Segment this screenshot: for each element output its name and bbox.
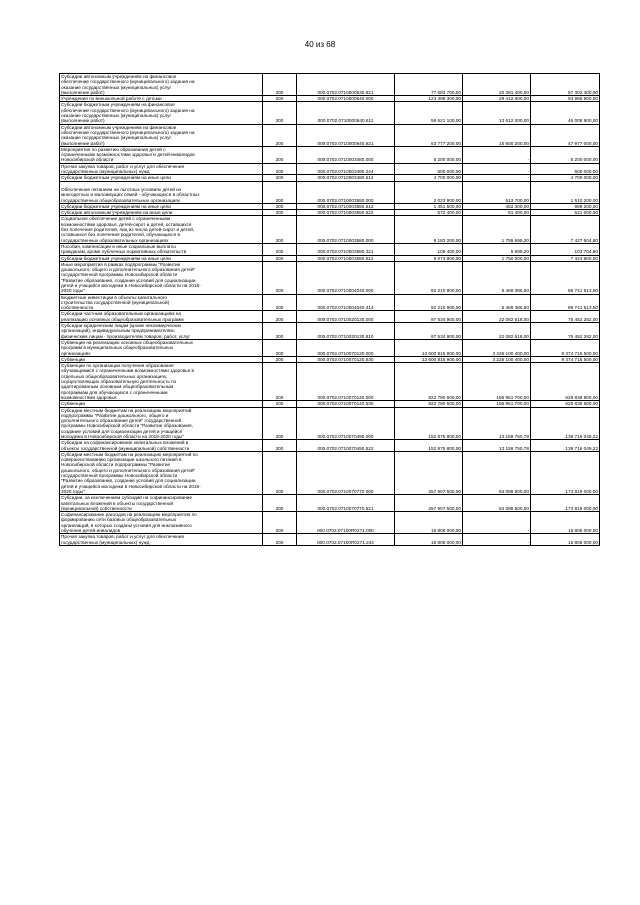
row-name-cell: Субсидии юридическим лицам (кроме некоммерческих организаций), индивидуальным предпринимателям, физическим лицам - производителям товаров, работ, услуг: [60, 323, 263, 340]
row-remaining-cell: 1 510 200,00: [531, 181, 600, 203]
row-code-cell: 200: [263, 181, 297, 203]
row-classification-cell: 000.0702.0710004040.000: [297, 261, 395, 294]
table-row: [60, 261, 600, 294]
row-classification-cell: 000.0702.0710003580.612: [297, 255, 395, 261]
row-code-cell: 200: [263, 255, 297, 261]
row-approved-cell: 5 200 000,00: [395, 146, 463, 163]
table-row: [60, 102, 600, 124]
row-code-cell: 200: [263, 203, 297, 209]
row-executed-cell: 3 226 100 400,00: [463, 339, 531, 356]
row-name-cell: Субсидии автономным учреждениям на иные цели: [60, 210, 263, 216]
row-code-cell: 200: [263, 74, 297, 96]
row-code-cell: 200: [263, 440, 297, 452]
row-approved-cell: 16 806 000,00: [395, 534, 463, 546]
row-executed-cell: 13 159 750,78: [463, 440, 531, 452]
row-approved-cell: 59 621 100,00: [395, 102, 463, 124]
row-approved-cell: 12 600 815 900,00: [395, 339, 463, 356]
row-name-cell: Социальное обеспечение детей с ограниченными возможностями здоровья, детей-сирот и детей, оставшихся без попечения родителей, лиц из числа детей-сирот и детей, оставшихся без попечения родителей, обучающихся в государственных образовательных организациях: [60, 216, 263, 243]
row-executed-cell: 5 469 386,50: [463, 294, 531, 311]
table-row: [60, 294, 600, 311]
row-approved-cell: 77 683 700,00: [395, 74, 463, 96]
row-classification-cell: 000.0702.0710070120.000: [297, 339, 395, 356]
row-code-cell: 200: [263, 243, 297, 255]
row-approved-cell: 257 907 500,00: [395, 451, 463, 494]
row-approved-cell: 123 398 300,00: [395, 96, 463, 102]
row-executed-cell: -: [463, 534, 531, 546]
table-row: [60, 495, 600, 512]
row-name-cell: Субсидии бюджетным учреждениям на иные цели: [60, 203, 263, 209]
row-name-cell: Субсидии на софинансирование капитальных вложений в объекты государственной (муниципальной) собственности: [60, 440, 263, 452]
table-row: [60, 163, 600, 175]
row-name-cell: Обеспечение питанием на льготных условиях детей из многодетных и малоимущих семей - обучающихся в областных государственных общеобразовательных организациях: [60, 181, 263, 203]
row-remaining-cell: 103 704,80: [531, 243, 600, 255]
row-approved-cell: 152 875 800,00: [395, 407, 463, 440]
row-code-cell: 200: [263, 323, 297, 340]
row-remaining-cell: 86 741 513,50: [531, 294, 600, 311]
budget-table: [59, 73, 600, 546]
row-remaining-cell: 86 741 513,50: [531, 261, 600, 294]
row-executed-cell: 513 700,00: [463, 181, 531, 203]
row-remaining-cell: 75 452 282,00: [531, 311, 600, 323]
row-name-cell: Субвенции на реализацию основных общеобразовательных программ в муниципальных общеобразовательных организациях: [60, 339, 263, 356]
row-remaining-cell: 46 008 900,00: [531, 102, 600, 124]
row-remaining-cell: 75 452 282,00: [531, 323, 600, 340]
row-classification-cell: 000.0702.0710070140.000: [297, 363, 395, 401]
row-remaining-cell: 500 000,00: [531, 163, 600, 175]
row-executed-cell: 51 400,00: [463, 210, 531, 216]
row-remaining-cell: 4 700 000,00: [531, 175, 600, 181]
row-code-cell: 200: [263, 534, 297, 546]
row-remaining-cell: 521 000,00: [531, 210, 600, 216]
row-code-cell: 200: [263, 512, 297, 534]
row-remaining-cell: 139 716 049,22: [531, 407, 600, 440]
row-name-cell: Субсидии автономным учреждениям на финансовое обеспечение государственного (муниципального) задания на оказание государственных (муниципальных) услуг (выполнение работ): [60, 74, 263, 96]
row-code-cell: 200: [263, 401, 297, 407]
row-name-cell: Субсидии местным бюджетам на реализацию мероприятий подпрограммы "Развитие дошкольного, общего и дополнительного образования детей" государственной программы Новосибирской области "Развитие образования, создание условий для социализации детей и учащейся молодежи в Новосибирской области на 2015-2020 годы": [60, 407, 263, 440]
table-row: [60, 210, 600, 216]
row-remaining-cell: 7 427 504,80: [531, 216, 600, 243]
row-name-cell: Субвенции по организации получения образования обучающимися с ограниченными возможностями здоровья в отдельных общеобразовательных организациях, осуществляющих образовательную деятельность по адаптированным основным общеобразовательным программам для обучающихся с ограниченными возможностями здоровья: [60, 363, 263, 401]
row-name-cell: Субсидии автономным учреждениям на финансовое обеспечение государственного (муниципального) задания на оказание государственных (муниципальных) услуг (выполнение работ): [60, 124, 263, 146]
table-row: [60, 255, 600, 261]
row-code-cell: 200: [263, 163, 297, 175]
table-row: [60, 181, 600, 203]
row-approved-cell: 63 777 200,00: [395, 124, 463, 146]
row-classification-cell: 000.0702.0710004040.414: [297, 294, 395, 311]
row-approved-cell: 97 534 900,00: [395, 311, 463, 323]
table-row: [60, 203, 600, 209]
row-name-cell: Бюджетные инвестиции в объекты капитального строительства государственной (муниципальной) собственности: [60, 294, 263, 311]
row-approved-cell: 9 073 800,00: [395, 255, 463, 261]
row-executed-cell: 462 300,00: [463, 203, 531, 209]
row-remaining-cell: 173 819 000,00: [531, 451, 600, 494]
table-row: [60, 534, 600, 546]
row-remaining-cell: 57 302 300,00: [531, 74, 600, 96]
table-row: [60, 96, 600, 102]
row-name-cell: Иные мероприятия в рамках подпрограммы "Развитие дошкольного, общего и дополнительного образования детей" государственной программы Новосибирской области "Развитие образования, создание условий для социализации детей и учащейся молодежи в Новосибирской области на 2015- 2020 годы": [60, 261, 263, 294]
budget-table-body: [60, 74, 600, 546]
row-executed-cell: 29 412 400,00: [463, 96, 531, 102]
row-executed-cell: -: [463, 146, 531, 163]
row-name-cell: Субвенции: [60, 356, 263, 362]
table-row: [60, 451, 600, 494]
row-executed-cell: 196 951 700,00: [463, 363, 531, 401]
row-code-cell: 200: [263, 356, 297, 362]
row-executed-cell: -: [463, 512, 531, 534]
table-row: [60, 146, 600, 163]
row-code-cell: 200: [263, 175, 297, 181]
row-executed-cell: 13 612 200,00: [463, 102, 531, 124]
row-code-cell: 200: [263, 339, 297, 356]
row-name-cell: Прочая закупка товаров, работ и услуг для обеспечения государственных (муниципальных) нужд: [60, 534, 263, 546]
row-approved-cell: 92 210 900,00: [395, 294, 463, 311]
row-name-cell: Прочая закупка товаров, работ и услуг для обеспечения государственных (муниципальных) нужд: [60, 163, 263, 175]
row-approved-cell: 109 400,00: [395, 243, 463, 255]
row-name-cell: Учреждения по внешкольной работе с детьми: [60, 96, 263, 102]
row-approved-cell: 822 790 500,00: [395, 401, 463, 407]
row-approved-cell: 822 790 500,00: [395, 363, 463, 401]
row-classification-cell: 000.0702.0710070140.530: [297, 401, 395, 407]
row-remaining-cell: 625 838 800,00: [531, 401, 600, 407]
row-code-cell: 200: [263, 495, 297, 512]
row-classification-cell: 000.0702.0710003480.000: [297, 146, 395, 163]
row-code-cell: 200: [263, 210, 297, 216]
row-classification-cell: 000.0702.07100R0271.244: [297, 534, 395, 546]
row-classification-cell: 000.0702.0710003580.321: [297, 243, 395, 255]
row-code-cell: 200: [263, 451, 297, 494]
row-approved-cell: 1 451 500,00: [395, 203, 463, 209]
row-code-cell: 200: [263, 261, 297, 294]
row-classification-cell: 000.0702.0710000640.621: [297, 124, 395, 146]
row-executed-cell: 5 469 386,50: [463, 261, 531, 294]
row-approved-cell: 500 000,00: [395, 163, 463, 175]
table-row: [60, 74, 600, 96]
row-name-cell: Субсидии бюджетным учреждениям на иные цели: [60, 175, 263, 181]
row-code-cell: 200: [263, 146, 297, 163]
row-classification-cell: 000.0702.07100R0271.000: [297, 512, 395, 534]
row-executed-cell: -: [463, 163, 531, 175]
row-approved-cell: 152 875 800,00: [395, 440, 463, 452]
row-classification-cell: 000.0702.0710070120.530: [297, 356, 395, 362]
row-approved-cell: 257 907 500,00: [395, 495, 463, 512]
table-row: [60, 440, 600, 452]
table-row: [60, 243, 600, 255]
row-executed-cell: 84 088 500,00: [463, 451, 531, 494]
row-remaining-cell: 173 819 000,00: [531, 495, 600, 512]
row-name-cell: Субвенции: [60, 401, 263, 407]
row-remaining-cell: 9 374 715 500,00: [531, 339, 600, 356]
table-row: [60, 407, 600, 440]
row-classification-cell: 000.0702.0710000640.611: [297, 102, 395, 124]
row-remaining-cell: 47 977 000,00: [531, 124, 600, 146]
row-classification-cell: 000.0702.0710000640.000: [297, 96, 395, 102]
row-approved-cell: 9 183 200,00: [395, 216, 463, 243]
row-classification-cell: 000.0702.0710003480.244: [297, 163, 395, 175]
row-approved-cell: 16 806 000,00: [395, 512, 463, 534]
row-name-cell: Субсидии, за исключением субсидий на софинансирование капитальных вложений в объекты государственной (муниципальной) собственности: [60, 495, 263, 512]
row-classification-cell: 000.0702.0710020130.000: [297, 311, 395, 323]
row-code-cell: 200: [263, 311, 297, 323]
table-row: [60, 363, 600, 401]
row-classification-cell: 000.0702.0710003480.612: [297, 175, 395, 181]
row-name-cell: Софинансирование расходов на реализацию мероприятия по формированию сети базовых общеобразовательных организаций, в которых созданы условия для инклюзивного обучения детей-инвалидов: [60, 512, 263, 534]
row-code-cell: 200: [263, 102, 297, 124]
row-executed-cell: 20 381 400,00: [463, 74, 531, 96]
row-approved-cell: 572 400,00: [395, 210, 463, 216]
table-row: [60, 323, 600, 340]
table-row: [60, 339, 600, 356]
page-number: 40 из 68: [304, 40, 336, 49]
row-remaining-cell: 93 985 900,00: [531, 96, 600, 102]
row-remaining-cell: 139 716 049,22: [531, 440, 600, 452]
row-executed-cell: 196 951 700,00: [463, 401, 531, 407]
row-executed-cell: 22 082 618,00: [463, 311, 531, 323]
row-classification-cell: 000.0702.0710003550.622: [297, 210, 395, 216]
table-row: [60, 216, 600, 243]
row-approved-cell: 12 600 815 900,00: [395, 356, 463, 362]
row-name-cell: Субсидии частным образовательным организациям на реализацию основных общеобразовательных программ: [60, 311, 263, 323]
row-executed-cell: 1 755 695,20: [463, 216, 531, 243]
row-approved-cell: 4 700 000,00: [395, 175, 463, 181]
row-classification-cell: 000.0702.0710070490.522: [297, 440, 395, 452]
row-code-cell: 200: [263, 294, 297, 311]
row-executed-cell: 15 800 200,00: [463, 124, 531, 146]
row-classification-cell: 000.0702.0710070770.000: [297, 451, 395, 494]
row-approved-cell: 2 023 900,00: [395, 181, 463, 203]
row-classification-cell: 000.0702.0710003550.612: [297, 203, 395, 209]
row-name-cell: Мероприятия по развитию образования детей с ограниченными возможностями здоровья и детей-инвалидов Новосибирской области: [60, 146, 263, 163]
row-code-cell: 200: [263, 124, 297, 146]
row-code-cell: 200: [263, 216, 297, 243]
row-classification-cell: 000.0702.0710070770.521: [297, 495, 395, 512]
row-remaining-cell: 9 374 715 500,00: [531, 356, 600, 362]
row-executed-cell: 22 082 618,00: [463, 323, 531, 340]
row-classification-cell: 000.0702.0710003580.000: [297, 216, 395, 243]
table-row: [60, 512, 600, 534]
row-remaining-cell: 989 200,00: [531, 203, 600, 209]
row-classification-cell: 000.0702.0710003550.000: [297, 181, 395, 203]
row-remaining-cell: 625 838 800,00: [531, 363, 600, 401]
row-approved-cell: 97 534 900,00: [395, 323, 463, 340]
row-executed-cell: 3 226 100 400,00: [463, 356, 531, 362]
row-executed-cell: 13 159 750,78: [463, 407, 531, 440]
row-name-cell: Пособия, компенсации и иные социальные выплаты гражданам, кроме публичных нормативных обязательств: [60, 243, 263, 255]
row-executed-cell: 84 088 500,00: [463, 495, 531, 512]
row-name-cell: Субсидии бюджетным учреждениям на финансовое обеспечение государственного (муниципального) задания на оказание государственных (муниципальных) услуг (выполнение работ): [60, 102, 263, 124]
row-executed-cell: -: [463, 175, 531, 181]
row-code-cell: 200: [263, 96, 297, 102]
row-name-cell: Субсидии местным бюджетам на реализацию мероприятий по совершенствованию организации школьного питания в Новосибирской области подпрограммы "Развитие дошкольного, общего и дополнительного образования детей" государственной программы Новосибирской области "Развитие образования, создание условий для социализации детей и учащейся молодежи в Новосибирской области на 2015- 2020 годы": [60, 451, 263, 494]
row-remaining-cell: 16 806 000,00: [531, 534, 600, 546]
row-remaining-cell: 5 200 000,00: [531, 146, 600, 163]
row-executed-cell: 5 695,20: [463, 243, 531, 255]
row-remaining-cell: 16 806 000,00: [531, 512, 600, 534]
row-approved-cell: 92 210 900,00: [395, 261, 463, 294]
row-name-cell: Субсидии бюджетным учреждениям на иные цели: [60, 255, 263, 261]
row-classification-cell: 000.0702.0710000630.621: [297, 74, 395, 96]
row-classification-cell: 000.0702.0710070490.000: [297, 407, 395, 440]
row-executed-cell: 1 750 000,00: [463, 255, 531, 261]
row-code-cell: 200: [263, 363, 297, 401]
table-row: [60, 311, 600, 323]
row-remaining-cell: 7 323 800,00: [531, 255, 600, 261]
row-code-cell: 200: [263, 407, 297, 440]
table-row: [60, 124, 600, 146]
row-classification-cell: 000.0702.0710020130.810: [297, 323, 395, 340]
